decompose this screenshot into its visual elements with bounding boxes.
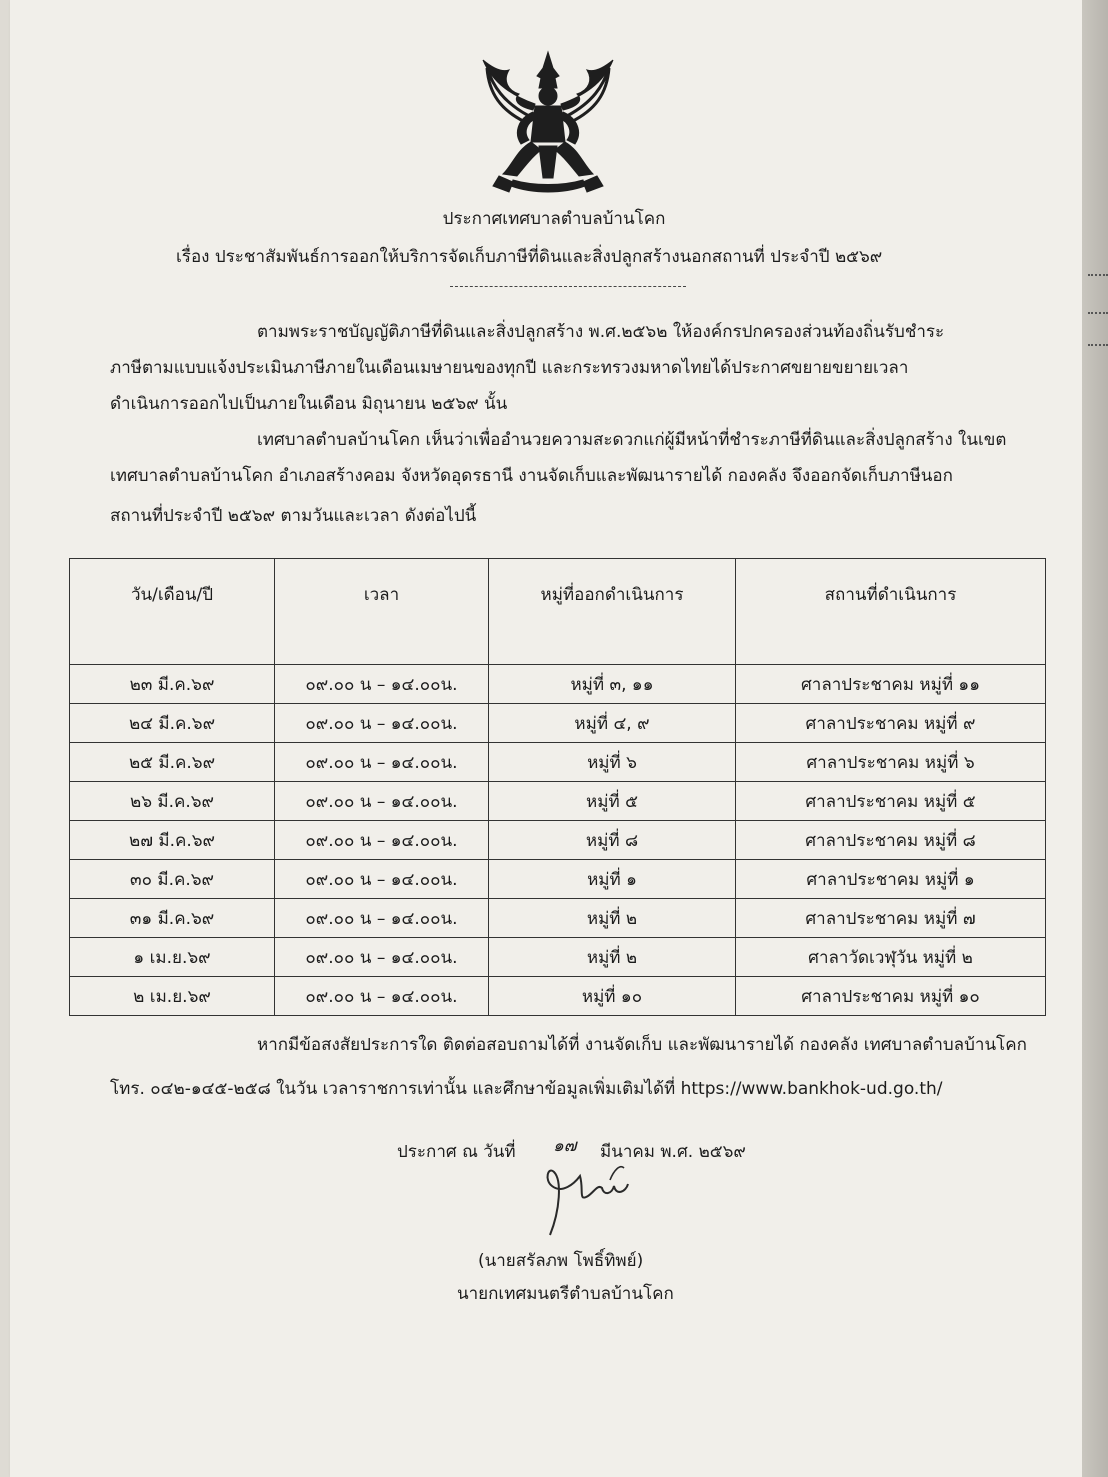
cell-time: ๐๙.๐๐ น – ๑๔.๐๐น.	[275, 782, 489, 821]
header-location: สถานที่ดำเนินการ	[736, 559, 1046, 665]
announce-day: ๑๗	[553, 1136, 577, 1156]
header-moo: หมู่ที่ออกดำเนินการ	[489, 559, 736, 665]
cell-date: ๑ เม.ย.๖๙	[70, 938, 275, 977]
announce-month-year: มีนาคม พ.ศ. ๒๕๖๙	[600, 1142, 746, 1162]
edge-mark	[1088, 312, 1108, 314]
cell-moo: หมู่ที่ ๑	[489, 860, 736, 899]
cell-location: ศาลาประชาคม หมู่ที่ ๖	[736, 743, 1046, 782]
table-row	[70, 899, 1046, 938]
cell-location: ศาลาประชาคม หมู่ที่ ๙	[736, 704, 1046, 743]
cell-date: ๒๕ มี.ค.๖๙	[70, 743, 275, 782]
cell-moo: หมู่ที่ ๒	[489, 899, 736, 938]
paragraph-1-line-2: ภาษีตามแบบแจ้งประเมินภาษีภายในเดือนเมษายนของทุกปี และกระทรวงมหาดไทยได้ประกาศขยายขยายเวลา	[110, 358, 909, 378]
cell-time: ๐๙.๐๐ น – ๑๔.๐๐น.	[275, 899, 489, 938]
announce-prefix: ประกาศ ณ วันที่	[397, 1142, 516, 1162]
paragraph-1-line-3: ดำเนินการออกไปเป็นภายในเดือน มิถุนายน ๒๕๖๙ นั้น	[110, 394, 508, 414]
cell-time: ๐๙.๐๐ น – ๑๔.๐๐น.	[275, 743, 489, 782]
document-title: ประกาศเทศบาลตำบลบ้านโคก	[442, 209, 666, 229]
cell-location: ศาลาประชาคม หมู่ที่ ๑	[736, 860, 1046, 899]
table-row	[70, 977, 1046, 1016]
cell-location: ศาลาประชาคม หมู่ที่ ๑๐	[736, 977, 1046, 1016]
schedule-table	[69, 558, 1046, 1016]
cell-date: ๒๖ มี.ค.๖๙	[70, 782, 275, 821]
contact-line-1: หากมีข้อสงสัยประการใด ติดต่อสอบถามได้ที่ งานจัดเก็บ และพัฒนารายได้ กองคลัง เทศบาลตำบลบ้านโคก	[257, 1035, 1027, 1055]
cell-time: ๐๙.๐๐ น – ๑๔.๐๐น.	[275, 860, 489, 899]
table-row	[70, 938, 1046, 977]
cell-location: ศาลาประชาคม หมู่ที่ ๕	[736, 782, 1046, 821]
cell-moo: หมู่ที่ ๔, ๙	[489, 704, 736, 743]
table-row	[70, 704, 1046, 743]
signature-icon	[540, 1150, 650, 1240]
header-date: วัน/เดือน/ปี	[70, 559, 275, 665]
paragraph-2-line-3: สถานที่ประจำปี ๒๕๖๙ ตามวันและเวลา ดังต่อไปนี้	[110, 506, 477, 526]
cell-date: ๒ เม.ย.๖๙	[70, 977, 275, 1016]
cell-time: ๐๙.๐๐ น – ๑๔.๐๐น.	[275, 821, 489, 860]
cell-moo: หมู่ที่ ๑๐	[489, 977, 736, 1016]
edge-mark	[1088, 274, 1108, 276]
cell-date: ๒๔ มี.ค.๖๙	[70, 704, 275, 743]
cell-location: ศาลาประชาคม หมู่ที่ ๗	[736, 899, 1046, 938]
header-time: เวลา	[275, 559, 489, 665]
table-header-row	[70, 559, 1046, 665]
cell-location: ศาลาประชาคม หมู่ที่ ๑๑	[736, 665, 1046, 704]
paragraph-2-line-1: เทศบาลตำบลบ้านโคก เห็นว่าเพื่ออำนวยความสะดวกแก่ผู้มีหน้าที่ชำระภาษีที่ดินและสิ่งปลูกสร้าง ในเขต	[257, 430, 1007, 450]
cell-date: ๒๗ มี.ค.๖๙	[70, 821, 275, 860]
paragraph-1-line-1: ตามพระราชบัญญัติภาษีที่ดินและสิ่งปลูกสร้าง พ.ศ.๒๕๖๒ ให้องค์กรปกครองส่วนท้องถิ่นรับชำระ	[257, 322, 945, 342]
cell-location: ศาลาวัดเวฬุวัน หมู่ที่ ๒	[736, 938, 1046, 977]
table-row	[70, 860, 1046, 899]
cell-moo: หมู่ที่ ๖	[489, 743, 736, 782]
title-divider	[450, 286, 686, 287]
cell-date: ๒๓ มี.ค.๖๙	[70, 665, 275, 704]
cell-time: ๐๙.๐๐ น – ๑๔.๐๐น.	[275, 977, 489, 1016]
signer-title: นายกเทศมนตรีตำบลบ้านโคก	[457, 1284, 674, 1304]
cell-time: ๐๙.๐๐ น – ๑๔.๐๐น.	[275, 938, 489, 977]
table-row	[70, 743, 1046, 782]
garuda-emblem-icon	[473, 46, 623, 198]
cell-moo: หมู่ที่ ๓, ๑๑	[489, 665, 736, 704]
cell-date: ๓๑ มี.ค.๖๙	[70, 899, 275, 938]
cell-time: ๐๙.๐๐ น – ๑๔.๐๐น.	[275, 665, 489, 704]
table-row	[70, 782, 1046, 821]
cell-moo: หมู่ที่ ๕	[489, 782, 736, 821]
document-subject: เรื่อง ประชาสัมพันธ์การออกให้บริการจัดเก็บภาษีที่ดินและสิ่งปลูกสร้างนอกสถานที่ ประจำปี ๒๕๖๙	[176, 247, 883, 267]
cell-moo: หมู่ที่ ๘	[489, 821, 736, 860]
table-row	[70, 821, 1046, 860]
signer-name: (นายสรัลภพ โพธิ์ทิพย์)	[478, 1251, 644, 1271]
paragraph-2-line-2: เทศบาลตำบลบ้านโคก อำเภอสร้างคอม จังหวัดอุดรธานี งานจัดเก็บและพัฒนารายได้ กองคลัง จึงออกจัดเก็บภาษีนอก	[110, 466, 953, 486]
cell-date: ๓๐ มี.ค.๖๙	[70, 860, 275, 899]
cell-moo: หมู่ที่ ๒	[489, 938, 736, 977]
cell-location: ศาลาประชาคม หมู่ที่ ๘	[736, 821, 1046, 860]
edge-mark	[1088, 344, 1108, 346]
contact-line-2: โทร. ๐๔๒-๑๔๕-๒๕๘ ในวัน เวลาราชการเท่านั้น และศึกษาข้อมูลเพิ่มเติมได้ที่ https://www.bankhok-ud.go.th/	[110, 1079, 943, 1099]
table-row	[70, 665, 1046, 704]
cell-time: ๐๙.๐๐ น – ๑๔.๐๐น.	[275, 704, 489, 743]
